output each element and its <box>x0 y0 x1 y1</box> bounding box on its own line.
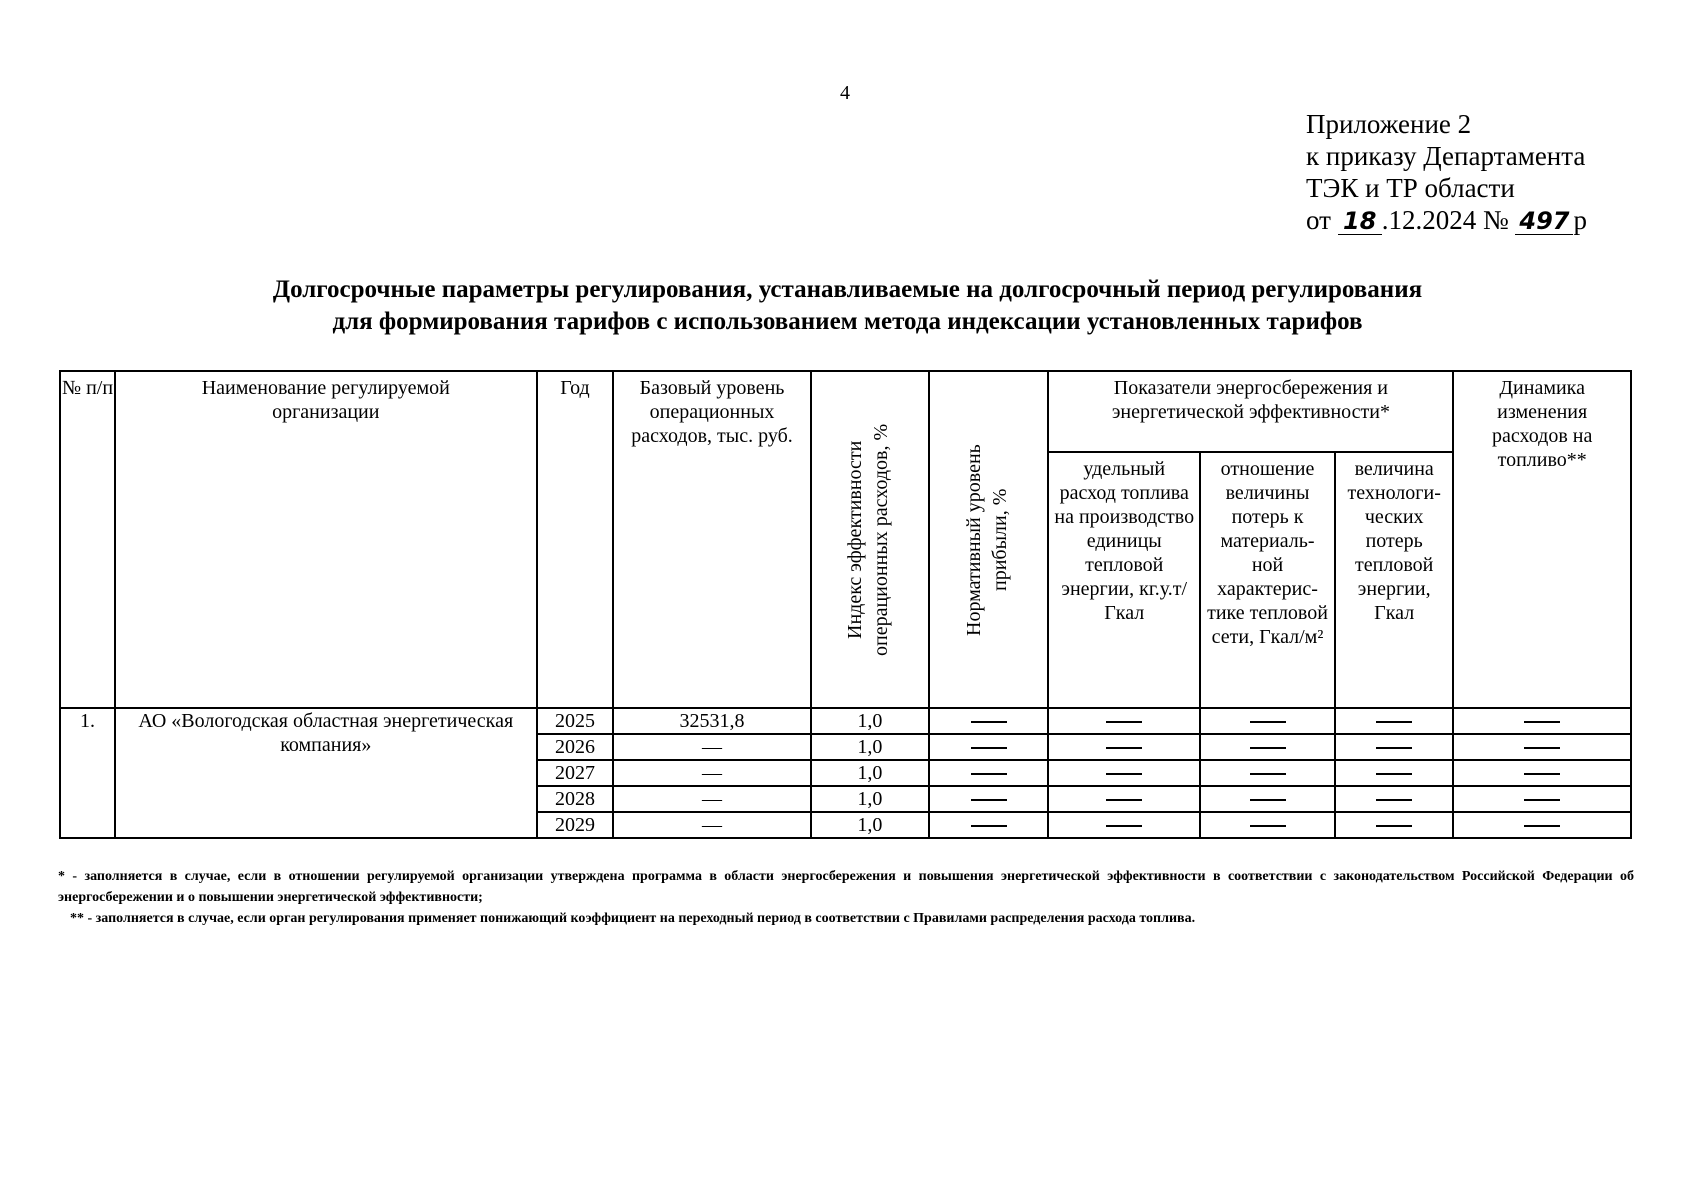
footnotes <box>58 866 1634 929</box>
footnote-2 <box>58 908 1634 929</box>
header-base-level: Базовый уровень операционных расходов, тыс. руб. <box>613 371 810 708</box>
cell-base: — <box>613 760 810 786</box>
header-loss-ratio: отношение величины потерь к материаль-ной характерис-тике тепловой сети, Гкал/м² <box>1200 452 1335 708</box>
cell-empty <box>1048 786 1200 812</box>
footnote-2-text: - заполняется в случае, если орган регулирования применяет понижающий коэффициент на переходный период в соответствии с Правилами распределения расхода топлива. <box>84 911 1196 926</box>
header-num: № п/п <box>60 371 115 708</box>
dash <box>971 799 1007 801</box>
cell-empty <box>1200 786 1335 812</box>
cell-empty <box>1453 708 1631 734</box>
cell-year: 2028 <box>537 786 614 812</box>
cell-empty <box>1453 734 1631 760</box>
cell-index: 1,0 <box>811 708 929 734</box>
dash <box>1250 747 1286 749</box>
date-prefix: от <box>1306 205 1331 235</box>
cell-empty <box>1335 760 1453 786</box>
cell-year: 2025 <box>537 708 614 734</box>
header-year: Год <box>537 371 614 708</box>
cell-year: 2027 <box>537 760 614 786</box>
cell-index: 1,0 <box>811 786 929 812</box>
dash <box>1106 747 1142 749</box>
cell-empty <box>1048 760 1200 786</box>
order-suffix: р <box>1573 205 1587 235</box>
header-profit-level-text: Нормативный уровень прибыли, % <box>962 443 1011 636</box>
row-number: 1. <box>60 708 115 838</box>
dash <box>1376 799 1412 801</box>
cell-empty <box>1335 786 1453 812</box>
appendix-block <box>1306 108 1587 236</box>
header-tech-losses: величина технологи-ческих потерь тепловой энергии, Гкал <box>1335 452 1453 708</box>
dash <box>1106 825 1142 827</box>
cell-year: 2026 <box>537 734 614 760</box>
cell-index: 1,0 <box>811 760 929 786</box>
dash <box>1250 799 1286 801</box>
title-line-2: для формирования тарифов с использованием метода индексации установленных тарифов <box>332 308 1363 335</box>
dash <box>971 721 1007 723</box>
header-energy-group: Показатели энергосбережения и энергетической эффективности* <box>1048 371 1453 452</box>
cell-empty <box>1335 708 1453 734</box>
header-profit-level <box>929 371 1048 708</box>
dash <box>1106 773 1142 775</box>
cell-empty <box>929 734 1048 760</box>
appendix-line-1: Приложение 2 <box>1306 109 1472 139</box>
title-line-1: Долгосрочные параметры регулирования, устанавливаемые на долгосрочный период регулирования <box>272 276 1423 303</box>
cell-empty <box>1200 734 1335 760</box>
header-fuel-rate: удельный расход топлива на производство единицы тепловой энергии, кг.у.т/Гкал <box>1048 452 1200 708</box>
handwritten-order-number: 497 <box>1515 208 1573 235</box>
dash <box>971 773 1007 775</box>
footnote-1-mark: * <box>58 869 65 884</box>
org-name: АО «Вологодская областная энергетическая компания» <box>115 708 537 838</box>
document-title <box>0 274 1695 338</box>
dash <box>1524 773 1560 775</box>
cell-base: — <box>613 734 810 760</box>
cell-base: — <box>613 786 810 812</box>
cell-empty <box>1200 760 1335 786</box>
parameters-table <box>59 370 1632 839</box>
dash <box>1376 747 1412 749</box>
appendix-line-2: к приказу Департамента <box>1306 141 1586 171</box>
dash <box>1376 773 1412 775</box>
dash <box>1250 721 1286 723</box>
dash <box>1250 825 1286 827</box>
date-rest: .12.2024 № <box>1381 205 1509 235</box>
cell-empty <box>1048 812 1200 838</box>
appendix-line-3: ТЭК и ТР области <box>1306 173 1515 203</box>
dash <box>971 747 1007 749</box>
dash <box>1106 799 1142 801</box>
header-org-name: Наименование регулируемой организации <box>115 371 537 708</box>
cell-empty <box>1335 734 1453 760</box>
appendix-date-line <box>1306 204 1587 236</box>
dash <box>1524 721 1560 723</box>
cell-empty <box>1453 760 1631 786</box>
dash <box>1524 825 1560 827</box>
footnote-2-mark: ** <box>70 911 84 926</box>
cell-index: 1,0 <box>811 734 929 760</box>
cell-empty <box>929 760 1048 786</box>
cell-empty <box>929 812 1048 838</box>
cell-base: — <box>613 812 810 838</box>
cell-year: 2029 <box>537 812 614 838</box>
dash <box>971 825 1007 827</box>
footnote-1 <box>58 866 1634 908</box>
header-efficiency-index <box>811 371 929 708</box>
header-efficiency-index-text: Индекс эффективности операционных расходов, % <box>843 423 892 656</box>
cell-empty <box>1048 708 1200 734</box>
table-row <box>60 708 1631 734</box>
cell-empty <box>929 786 1048 812</box>
cell-empty <box>1200 708 1335 734</box>
handwritten-day: 18 <box>1338 208 1382 235</box>
dash <box>1250 773 1286 775</box>
dash <box>1524 799 1560 801</box>
page-number: 4 <box>840 82 850 104</box>
cell-empty <box>1453 786 1631 812</box>
cell-index: 1,0 <box>811 812 929 838</box>
cell-empty <box>1453 812 1631 838</box>
header-fuel-dynamics: Динамика изменения расходов на топливо** <box>1453 371 1631 708</box>
dash <box>1524 747 1560 749</box>
cell-empty <box>1200 812 1335 838</box>
cell-empty <box>1048 734 1200 760</box>
cell-base: 32531,8 <box>613 708 810 734</box>
dash <box>1106 721 1142 723</box>
dash <box>1376 825 1412 827</box>
cell-empty <box>929 708 1048 734</box>
cell-empty <box>1335 812 1453 838</box>
footnote-1-text: - заполняется в случае, если в отношении регулируемой организации утверждена программа в области энергосбережения и повышения энергетической эффективности в соответствии с законодательством Российской Федерации об энергосбережении и о повышении энергетической эффективности; <box>58 869 1634 905</box>
dash <box>1376 721 1412 723</box>
